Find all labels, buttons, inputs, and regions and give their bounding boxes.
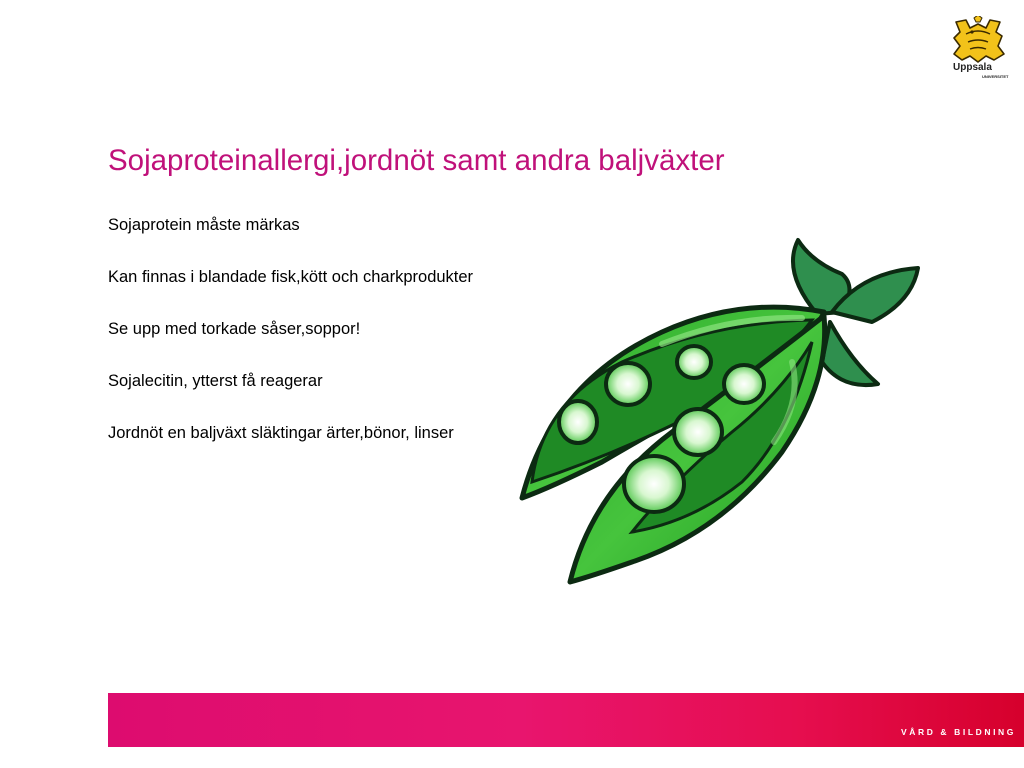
bullet-item: Sojaprotein måste märkas: [108, 216, 300, 234]
bullet-item: Sojalecitin, ytterst få reagerar: [108, 372, 323, 390]
bullet-item: Jordnöt en baljväxt släktingar ärter,bönor, linser: [108, 424, 454, 442]
slide-title: Sojaproteinallergi,jordnöt samt andra baljväxter: [108, 144, 725, 177]
footer-tagline: VÅRD & BILDNING: [900, 727, 1016, 737]
footer-bar: [108, 693, 1024, 747]
logo-subtext: UNIVERSITET: [982, 74, 1009, 79]
bullet-item: Kan finnas i blandade fisk,kött och charkprodukter: [108, 268, 474, 286]
logo-wordmark: Uppsala: [953, 62, 992, 73]
bullet-list: [108, 213, 488, 473]
pea-pod-icon: [512, 232, 924, 592]
bullet-item: Se upp med torkade såser,soppor!: [108, 320, 361, 338]
